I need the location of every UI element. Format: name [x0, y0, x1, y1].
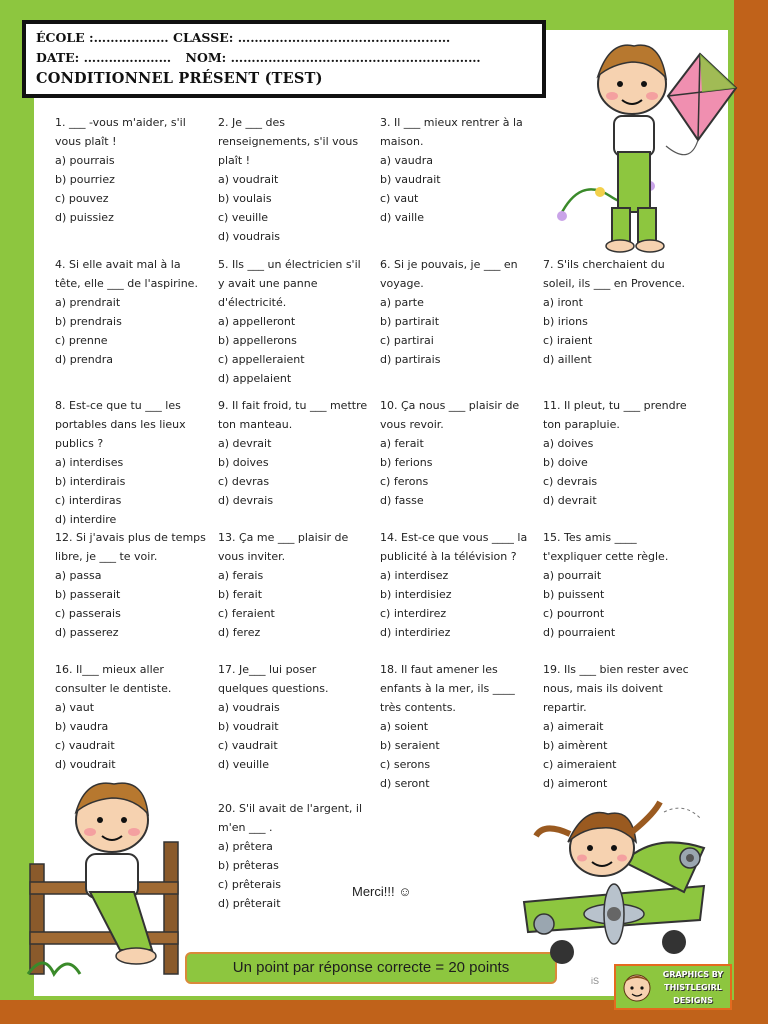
answer-option: d) partirais [380, 353, 441, 366]
answer-option: b) prêteras [218, 859, 279, 872]
answer-option: c) vaut [380, 192, 419, 205]
answer-option: c) vaudrait [55, 739, 115, 752]
question-4 [55, 255, 207, 369]
answer-option: c) veuille [218, 211, 269, 224]
question-prompt: 7. S'ils cherchaient du soleil, ils ___ en Provence. [543, 258, 685, 290]
answer-option: a) passa [55, 569, 102, 582]
answer-option: d) interdire [55, 513, 117, 526]
answer-option: c) pourront [543, 607, 605, 620]
answer-option: c) partirai [380, 334, 434, 347]
question-3 [380, 113, 532, 227]
answer-option: b) doive [543, 456, 588, 469]
answer-option: c) devrais [543, 475, 598, 488]
answer-option: d) vaille [380, 211, 424, 224]
answer-option: d) passerez [55, 626, 119, 639]
question-18 [380, 660, 532, 793]
girl-in-toy-plane-illustration [504, 792, 724, 972]
boy-on-fence-illustration [24, 772, 194, 980]
answer-option: a) doives [543, 437, 594, 450]
question-11 [543, 396, 695, 510]
question-2 [218, 113, 370, 246]
answer-option: c) iraient [543, 334, 593, 347]
answer-option: a) pourrais [55, 154, 115, 167]
answer-option: c) prêterais [218, 878, 281, 891]
answer-option: a) vaut [55, 701, 95, 714]
answer-option: d) devrais [218, 494, 274, 507]
answer-option: a) soient [380, 720, 429, 733]
answer-option: c) pouvez [55, 192, 109, 205]
answer-option: a) aimerait [543, 720, 604, 733]
credit-text: GRAPHICS BY THISTLEGIRL DESIGNS [662, 970, 724, 1005]
answer-option: b) puissent [543, 588, 605, 601]
question-19 [543, 660, 695, 793]
question-10 [380, 396, 532, 510]
answer-option: b) ferions [380, 456, 433, 469]
question-prompt: 20. S'il avait de l'argent, il m'en ___ . [218, 802, 362, 834]
answer-option: c) prenne [55, 334, 108, 347]
answer-option: d) interdiriez [380, 626, 451, 639]
answer-option: a) ferait [380, 437, 424, 450]
answer-option: a) interdises [55, 456, 124, 469]
question-12 [55, 528, 207, 642]
answer-option: b) irions [543, 315, 588, 328]
credit-girl-icon [617, 966, 655, 1008]
answer-option: a) parte [380, 296, 424, 309]
question-7 [543, 255, 695, 369]
question-prompt: 9. Il fait froid, tu ___ mettre ton manteau. [218, 399, 368, 431]
answer-option: a) prendrait [55, 296, 121, 309]
question-14 [380, 528, 532, 642]
question-9 [218, 396, 370, 510]
worksheet-title: CONDITIONNEL PRÉSENT (TEST) [36, 70, 323, 87]
answer-option: b) aimèrent [543, 739, 608, 752]
date-name-line [36, 48, 532, 68]
answer-option: b) interdirais [55, 475, 126, 488]
question-prompt: 4. Si elle avait mal à la tête, elle ___ de l'aspirine. [55, 258, 198, 290]
answer-option: b) voulais [218, 192, 272, 205]
question-prompt: 6. Si je pouvais, je ___ en voyage. [380, 258, 518, 290]
question-8 [55, 396, 207, 529]
answer-option: d) fasse [380, 494, 424, 507]
answer-option: a) prêtera [218, 840, 273, 853]
school-class-line: ÉCOLE :……………… CLASSE: …………………………………………… [36, 30, 451, 45]
answer-option: a) voudrait [218, 173, 279, 186]
answer-option: c) passerais [55, 607, 121, 620]
answer-option: d) prendra [55, 353, 114, 366]
answer-option: a) vaudra [380, 154, 433, 167]
answer-option: a) pourrait [543, 569, 602, 582]
answer-option: b) passerait [55, 588, 121, 601]
answer-option: d) prêterait [218, 897, 281, 910]
question-prompt: 1. ___ -vous m'aider, s'il vous plaît ! [55, 116, 186, 148]
answer-option: c) interdiras [55, 494, 122, 507]
question-prompt: 19. Ils ___ bien rester avec nous, mais ils doivent repartir. [543, 663, 689, 714]
question-prompt: 17. Je___ lui poser quelques questions. [218, 663, 329, 695]
answer-option: b) partirait [380, 315, 440, 328]
answer-option: a) iront [543, 296, 583, 309]
scoring-note: Un point par réponse correcte = 20 points [185, 952, 557, 984]
answer-option: d) voudrais [218, 230, 281, 243]
answer-option: d) devrait [543, 494, 597, 507]
question-prompt: 8. Est-ce que tu ___ les portables dans les lieux publics ? [55, 399, 186, 450]
answer-option: b) appellerons [218, 334, 297, 347]
answer-option: c) ferons [380, 475, 429, 488]
answer-option: d) aillent [543, 353, 592, 366]
answer-option: a) interdisez [380, 569, 449, 582]
question-1 [55, 113, 207, 227]
answer-option: c) appelleraient [218, 353, 305, 366]
answer-option: d) pourraient [543, 626, 616, 639]
thank-you-note: Merci!!! ☺ [352, 884, 412, 899]
answer-option: d) appelaient [218, 372, 292, 385]
flower-icon [680, 848, 700, 868]
answer-option: d) seront [380, 777, 430, 790]
question-prompt: 2. Je ___ des renseignements, s'il vous plaît ! [218, 116, 359, 167]
answer-option: d) aimeront [543, 777, 608, 790]
answer-option: d) ferez [218, 626, 261, 639]
answer-option: b) seraient [380, 739, 440, 752]
question-13 [218, 528, 370, 642]
answer-option: c) feraient [218, 607, 275, 620]
question-prompt: 15. Tes amis ____ t'expliquer cette règle. [543, 531, 669, 563]
question-prompt: 13. Ça me ___ plaisir de vous inviter. [218, 531, 349, 563]
question-20 [218, 799, 370, 913]
answer-option: b) interdisiez [380, 588, 452, 601]
question-prompt: 5. Ils ___ un électricien s'il y avait une panne d'électricité. [218, 258, 361, 309]
question-prompt: 3. Il ___ mieux rentrer à la maison. [380, 116, 523, 148]
question-16 [55, 660, 207, 774]
question-prompt: 16. Il___ mieux aller consulter le dentiste. [55, 663, 172, 695]
answer-option: c) interdirez [380, 607, 447, 620]
answer-option: a) devrait [218, 437, 272, 450]
answer-option: a) ferais [218, 569, 264, 582]
boy-with-kite-illustration [540, 26, 740, 262]
answer-option: b) vaudra [55, 720, 109, 733]
question-prompt: 11. Il pleut, tu ___ prendre ton parapluie. [543, 399, 687, 431]
name-field-label: NOM: …………………………………………………… [185, 50, 481, 65]
credit-mark: iS [591, 976, 600, 986]
kite-icon [668, 54, 736, 140]
question-prompt: 10. Ça nous ___ plaisir de vous revoir. [380, 399, 520, 431]
date-field-label: DATE: ………………… [36, 50, 176, 65]
answer-option: b) pourriez [55, 173, 115, 186]
answer-option: a) appelleront [218, 315, 296, 328]
question-17 [218, 660, 370, 774]
answer-option: c) serons [380, 758, 431, 771]
header-box [22, 20, 546, 98]
answer-option: b) ferait [218, 588, 263, 601]
answer-option: b) voudrait [218, 720, 279, 733]
answer-option: a) voudrais [218, 701, 280, 714]
answer-option: c) aimeraient [543, 758, 617, 771]
question-5 [218, 255, 370, 388]
answer-option: c) devras [218, 475, 270, 488]
answer-option: d) voudrait [55, 758, 116, 771]
answer-option: d) puissiez [55, 211, 114, 224]
answer-option: c) vaudrait [218, 739, 278, 752]
answer-option: b) doives [218, 456, 269, 469]
question-prompt: 18. Il faut amener les enfants à la mer, ils ____ très contents. [380, 663, 515, 714]
question-6 [380, 255, 532, 369]
question-prompt: 12. Si j'avais plus de temps libre, je ___ te voir. [55, 531, 206, 563]
question-15 [543, 528, 695, 642]
question-prompt: 14. Est-ce que vous ____ la publicité à la télévision ? [380, 531, 528, 563]
answer-option: b) prendrais [55, 315, 122, 328]
answer-option: b) vaudrait [380, 173, 441, 186]
answer-option: d) veuille [218, 758, 269, 771]
